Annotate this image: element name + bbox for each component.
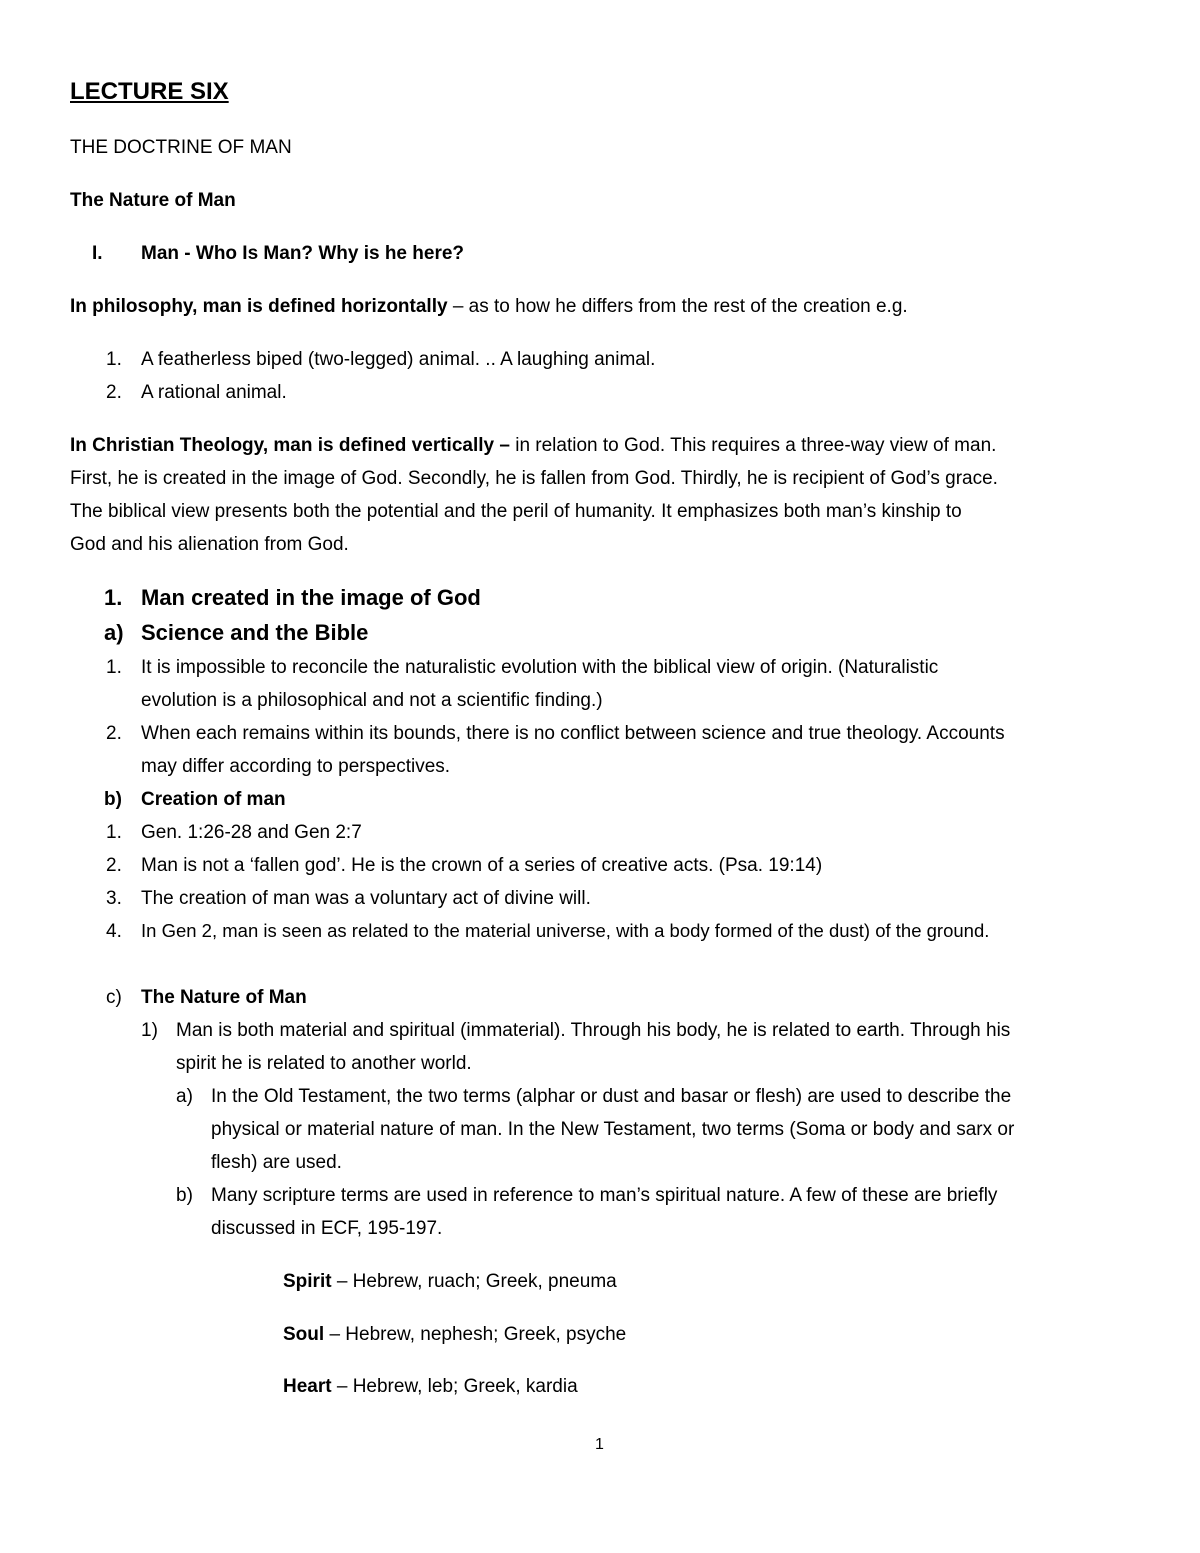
sub-b-line-1: Many scripture terms are used in reference to man’s spiritual nature. A few of these are briefly <box>211 1185 998 1206</box>
term-description: – Hebrew, leb; Greek, kardia <box>331 1376 578 1397</box>
nature-item-marker: 1) <box>141 1020 158 1041</box>
doctrine-title: THE DOCTRINE OF MAN <box>70 137 292 158</box>
list-item-continuation: may differ according to perspectives. <box>141 756 451 777</box>
image-of-god-marker: 1. <box>104 585 123 610</box>
section-i-marker: I. <box>92 243 103 264</box>
list-item-marker: 2. <box>106 855 122 876</box>
list-item-marker: 1. <box>106 657 122 678</box>
list-item: In Gen 2, man is seen as related to the material universe, with a body formed of the dust) of the ground. <box>141 920 990 941</box>
list-item-marker: 1. <box>106 349 122 370</box>
section-i-heading: Man - Who Is Man? Why is he here? <box>141 243 465 264</box>
term-label: Spirit <box>283 1271 332 1292</box>
theology-line1-rest: in relation to God. This requires a three-way view of man. <box>509 435 997 456</box>
philosophy-rest: – as to how he differs from the rest of the creation e.g. <box>447 296 908 317</box>
creation-heading: Creation of man <box>141 789 286 810</box>
nature-item-line-2: spirit he is related to another world. <box>176 1053 472 1074</box>
term-description: – Hebrew, ruach; Greek, pneuma <box>331 1271 617 1292</box>
list-item: Man is not a ‘fallen god’. He is the crown of a series of creative acts. (Psa. 19:14) <box>141 855 823 876</box>
list-item: Gen. 1:26-28 and Gen 2:7 <box>141 822 362 843</box>
sub-a-line-1: In the Old Testament, the two terms (alphar or dust and basar or flesh) are used to describe the <box>211 1086 1012 1107</box>
sub-b-marker: b) <box>176 1185 193 1206</box>
science-marker: a) <box>104 620 124 645</box>
theology-line-2: First, he is created in the image of God. Secondly, he is fallen from God. Thirdly, he is recipient of God’s grace. <box>70 468 998 489</box>
list-item-marker: 2. <box>106 382 122 403</box>
term-label: Heart <box>283 1376 332 1397</box>
term-label: Soul <box>283 1324 325 1345</box>
list-item-marker: 3. <box>106 888 122 909</box>
theology-bold: In Christian Theology, man is defined vertically – <box>70 435 510 456</box>
nature-item-line-1: Man is both material and spiritual (immaterial). Through his body, he is related to earth. Through his <box>176 1020 1011 1041</box>
sub-a-line-2: physical or material nature of man. In the New Testament, two terms (Soma or body and sarx or <box>211 1119 1015 1140</box>
creation-marker: b) <box>104 789 122 810</box>
theology-line-3: The biblical view presents both the potential and the peril of humanity. It emphasizes both man’s kinship to <box>70 501 962 522</box>
theology-line-4: God and his alienation from God. <box>70 534 349 555</box>
term-heart <box>283 1377 578 1396</box>
term-spirit <box>283 1272 617 1291</box>
list-item: The creation of man was a voluntary act of divine will. <box>141 888 591 909</box>
nature-heading: The Nature of Man <box>70 190 236 211</box>
image-of-god-heading: Man created in the image of God <box>141 585 481 610</box>
lecture-title: LECTURE SIX <box>70 78 229 105</box>
list-item: A rational animal. <box>141 382 287 403</box>
nature-c-heading: The Nature of Man <box>141 987 307 1008</box>
list-item-marker: 4. <box>106 921 122 942</box>
term-soul <box>283 1325 626 1344</box>
list-item-marker: 1. <box>106 822 122 843</box>
sub-a-marker: a) <box>176 1086 193 1107</box>
page-number: 1 <box>595 1436 604 1453</box>
philosophy-bold: In philosophy, man is defined horizontally <box>70 296 448 317</box>
sub-a-line-3: flesh) are used. <box>211 1152 342 1173</box>
list-item: A featherless biped (two-legged) animal. .. A laughing animal. <box>141 349 656 370</box>
term-description: – Hebrew, nephesh; Greek, psyche <box>324 1324 627 1345</box>
list-item-marker: 2. <box>106 723 122 744</box>
theology-line-1 <box>70 436 996 455</box>
list-item: When each remains within its bounds, there is no conflict between science and true theology. Accounts <box>141 723 1005 744</box>
nature-c-marker: c) <box>106 987 122 1008</box>
list-item-continuation: evolution is a philosophical and not a scientific finding.) <box>141 690 603 711</box>
list-item: It is impossible to reconcile the naturalistic evolution with the biblical view of origin. (Naturalistic <box>141 657 939 678</box>
sub-b-line-2: discussed in ECF, 195-197. <box>211 1218 443 1239</box>
philosophy-paragraph <box>70 297 908 316</box>
science-heading: Science and the Bible <box>141 620 369 645</box>
